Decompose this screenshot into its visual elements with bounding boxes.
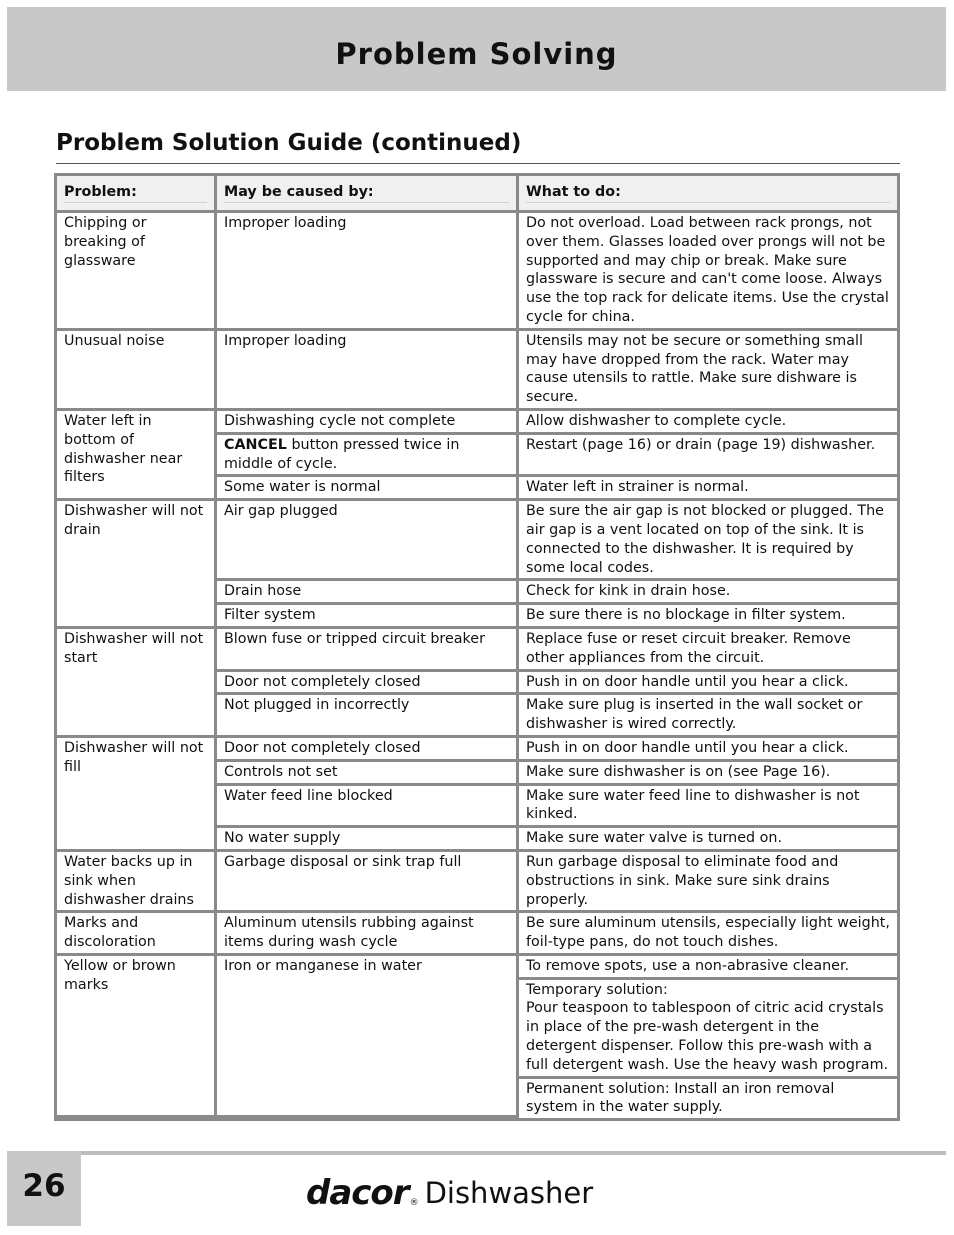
problem-table <box>57 176 897 1118</box>
cause-cell: Not plugged in incorrectly <box>217 695 519 738</box>
solution-cell: Be sure the air gap is not blocked or plugged. The air gap is a vent located on top of the sink. It is connected to the dishwasher. It is required by some local codes. <box>519 501 897 581</box>
footer-divider <box>81 1151 946 1155</box>
table-row <box>57 738 897 762</box>
solution-cell: Water left in strainer is normal. <box>519 477 897 501</box>
solution-cell: Do not overload. Load between rack prongs, not over them. Glasses loaded over prongs will not be supported and may chip or break. Make sure glassware is secure and can't come loose. Always use the top rack for delicate items. Use the crystal cycle for china. <box>519 213 897 331</box>
page-header-title: Problem Solving <box>335 37 618 71</box>
product-name: Dishwasher <box>424 1176 594 1210</box>
table-row <box>57 913 897 956</box>
table-row <box>57 501 897 581</box>
header-band <box>7 7 946 91</box>
table-row <box>57 852 897 913</box>
solution-cell: Make sure water valve is turned on. <box>519 828 897 852</box>
problem-cell: Yellow or brown marks <box>57 956 217 1118</box>
dacor-logo: dacor <box>306 1173 409 1213</box>
cause-cell: Door not completely closed <box>217 672 519 696</box>
cause-cell <box>217 435 519 478</box>
cause-cell: Filter system <box>217 605 519 629</box>
cause-cell: Blown fuse or tripped circuit breaker <box>217 629 519 672</box>
section-divider <box>56 163 900 164</box>
cause-cell: Improper loading <box>217 331 519 411</box>
solution-cell: Make sure plug is inserted in the wall socket or dishwasher is wired correctly. <box>519 695 897 738</box>
table-row <box>57 331 897 411</box>
problem-cell: Water backs up in sink when dishwasher drains <box>57 852 217 913</box>
solution-cell: Permanent solution: Install an iron removal system in the water supply. <box>519 1079 897 1119</box>
problem-cell: Dishwasher will not fill <box>57 738 217 852</box>
table-row <box>57 213 897 331</box>
problem-solution-table <box>54 173 900 1121</box>
cancel-button-label: CANCEL <box>224 436 287 453</box>
solution-cell: Replace fuse or reset circuit breaker. Remove other appliances from the circuit. <box>519 629 897 672</box>
problem-cell: Water left in bottom of dishwasher near filters <box>57 411 217 501</box>
cause-cell: Iron or manganese in water <box>217 956 519 1118</box>
solution-text: Pour teaspoon to tablespoon of citric acid crystals in place of the pre-wash detergent in the detergent dispenser. Follow this pre-wash with a full detergent wash. Use the heavy wash program. <box>526 1000 889 1073</box>
column-header-solution: What to do: <box>519 176 897 213</box>
cause-cell: Drain hose <box>217 581 519 605</box>
solution-cell: Make sure dishwasher is on (see Page 16). <box>519 762 897 786</box>
solution-cell: Allow dishwasher to complete cycle. <box>519 411 897 435</box>
table-header-row <box>57 176 897 213</box>
cause-cell: Garbage disposal or sink trap full <box>217 852 519 913</box>
solution-cell: Check for kink in drain hose. <box>519 581 897 605</box>
table-row <box>57 956 897 980</box>
cause-cell: Improper loading <box>217 213 519 331</box>
column-header-cause: May be caused by: <box>217 176 519 213</box>
cause-cell: Air gap plugged <box>217 501 519 581</box>
solution-cell: Be sure there is no blockage in filter system. <box>519 605 897 629</box>
solution-cell: Make sure water feed line to dishwasher is not kinked. <box>519 786 897 829</box>
column-header-problem: Problem: <box>57 176 217 213</box>
problem-cell: Dishwasher will not start <box>57 629 217 738</box>
problem-cell: Chipping or breaking of glassware <box>57 213 217 331</box>
cause-cell: No water supply <box>217 828 519 852</box>
problem-cell: Marks and discoloration <box>57 913 217 956</box>
solution-cell: Utensils may not be secure or something small may have dropped from the rack. Water may cause utensils to rattle. Make sure dishware is secure. <box>519 331 897 411</box>
problem-cell: Unusual noise <box>57 331 217 411</box>
solution-subtitle: Temporary solution: <box>526 981 668 998</box>
solution-cell: Push in on door handle until you hear a click. <box>519 672 897 696</box>
page-number: 26 <box>22 1168 66 1204</box>
cause-cell: Dishwashing cycle not complete <box>217 411 519 435</box>
solution-cell: Run garbage disposal to eliminate food and obstructions in sink. Make sure sink drains properly. <box>519 852 897 913</box>
solution-cell: Be sure aluminum utensils, especially light weight, foil-type pans, do not touch dishes. <box>519 913 897 956</box>
cause-cell: Some water is normal <box>217 477 519 501</box>
solution-cell: Push in on door handle until you hear a click. <box>519 738 897 762</box>
solution-cell: Restart (page 16) or drain (page 19) dishwasher. <box>519 435 897 478</box>
section-title: Problem Solution Guide (continued) <box>56 130 522 156</box>
cause-cell: Aluminum utensils rubbing against items during wash cycle <box>217 913 519 956</box>
brand-footer <box>306 1170 594 1213</box>
cause-text: button pressed twice in middle of cycle. <box>224 436 460 472</box>
solution-cell: To remove spots, use a non-abrasive cleaner. <box>519 956 897 980</box>
problem-cell: Dishwasher will not drain <box>57 501 217 629</box>
registered-mark: ® <box>409 1198 419 1208</box>
cause-cell: Door not completely closed <box>217 738 519 762</box>
solution-cell <box>519 980 897 1079</box>
cause-cell: Controls not set <box>217 762 519 786</box>
table-row <box>57 629 897 672</box>
table-row <box>57 411 897 435</box>
cause-cell: Water feed line blocked <box>217 786 519 829</box>
page-number-box <box>7 1151 81 1226</box>
